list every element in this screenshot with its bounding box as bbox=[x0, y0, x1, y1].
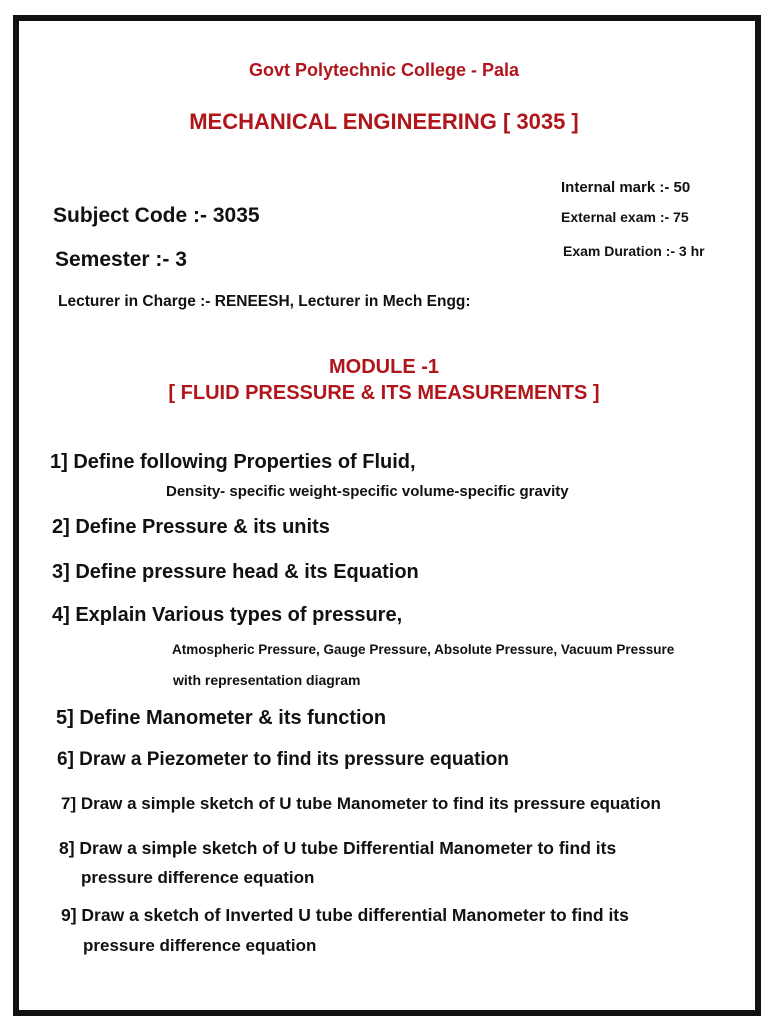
question-1: 1] Define following Properties of Fluid, bbox=[50, 451, 416, 473]
question-6: 6] Draw a Piezometer to find its pressure equation bbox=[57, 749, 509, 770]
question-8: 8] Draw a simple sketch of U tube Differential Manometer to find its bbox=[59, 838, 617, 858]
question-3: 3] Define pressure head & its Equation bbox=[52, 561, 419, 583]
lecturer-in-charge: Lecturer in Charge :- RENEESH, Lecturer in Mech Engg: bbox=[58, 293, 471, 310]
question-4-detail: Atmospheric Pressure, Gauge Pressure, Absolute Pressure, Vacuum Pressure bbox=[172, 642, 675, 657]
question-7: 7] Draw a simple sketch of U tube Manometer to find its pressure equation bbox=[61, 794, 661, 813]
module-title: MODULE -1 bbox=[329, 356, 439, 378]
subject-code: Subject Code :- 3035 bbox=[53, 204, 260, 227]
question-1-detail: Density- specific weight-specific volume-specific gravity bbox=[166, 483, 569, 500]
internal-mark: Internal mark :- 50 bbox=[561, 179, 691, 196]
question-5: 5] Define Manometer & its function bbox=[56, 707, 387, 729]
question-4-detail-2: with representation diagram bbox=[173, 672, 361, 688]
college-name: Govt Polytechnic College - Pala bbox=[248, 60, 520, 80]
exam-duration: Exam Duration :- 3 hr bbox=[563, 243, 705, 259]
semester: Semester :- 3 bbox=[55, 248, 187, 271]
question-2: 2] Define Pressure & its units bbox=[52, 516, 330, 538]
question-4: 4] Explain Various types of pressure, bbox=[52, 604, 403, 626]
question-9: 9] Draw a sketch of Inverted U tube differential Manometer to find its bbox=[61, 905, 629, 925]
module-subtitle: [ FLUID PRESSURE & ITS MEASUREMENTS ] bbox=[168, 382, 600, 404]
external-exam: External exam :- 75 bbox=[561, 209, 689, 225]
department-title: MECHANICAL ENGINEERING [ 3035 ] bbox=[189, 109, 579, 134]
question-8-cont: pressure difference equation bbox=[81, 868, 315, 887]
question-9-cont: pressure difference equation bbox=[83, 936, 317, 955]
